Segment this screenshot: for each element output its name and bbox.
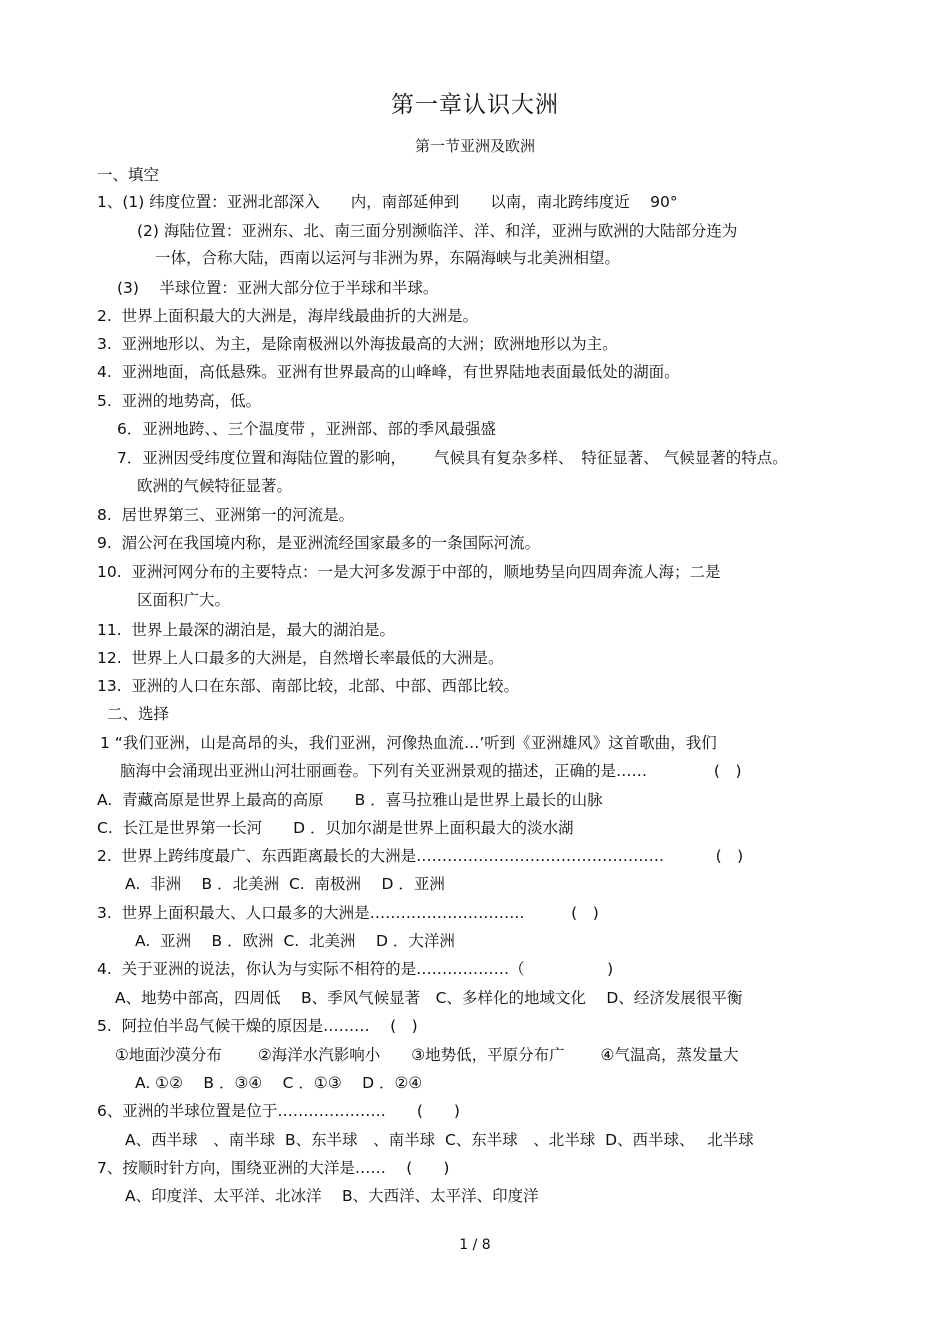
option-line: A. 非洲 B ．北美洲 C. 南极洲 D ．亚洲	[125, 875, 445, 893]
question-line: (2) 海陆位置：亚洲东、北、南三面分别濒临洋、洋、和洋，亚洲与欧洲的大陆部分连为	[137, 222, 738, 240]
option-line: A. ①② B ．③④ C ．①③ D ．②④	[135, 1074, 423, 1092]
page-number: 1 / 8	[459, 1237, 491, 1253]
question-line: 欧洲的气候特征显著。	[137, 477, 293, 495]
option-line: A. 亚洲 B ．欧洲 C. 北美洲 D ．大洋洲	[135, 932, 455, 950]
question-line: 8. 居世界第三、亚洲第一的河流是。	[97, 506, 355, 524]
chapter-title: 第一章认识大洲	[391, 92, 559, 118]
question-line: 10. 亚洲河网分布的主要特点：一是大河多发源于中部的，顺地势呈向四周奔流人海；二是	[97, 563, 721, 581]
question-line: 5. 亚洲的地势高，低。	[97, 392, 262, 410]
question-line: 5. 阿拉伯半岛气候干燥的原因是……… ( )	[97, 1017, 418, 1035]
option-line: ①地面沙漠分布 ②海洋水汽影响小 ③地势低，平原分布广 ④气温高，蒸发量大	[115, 1046, 739, 1064]
question-line: 13. 亚洲的人口在东部、南部比较，北部、中部、西部比较。	[97, 677, 520, 695]
option-line: C. 长江是世界第一长河 D ．贝加尔湖是世界上面积最大的淡水湖	[97, 819, 574, 837]
question-line: 6、亚洲的半球位置是位于………………… ( )	[97, 1102, 460, 1120]
question-line: 11. 世界上最深的湖泊是，最大的湖泊是。	[97, 621, 396, 639]
option-line: A、西半球 、南半球 B、东半球 、南半球 C、东半球 、北半球 D、西半球、 北半球	[125, 1131, 754, 1149]
question-line: 区面积广大。	[137, 591, 231, 609]
question-line: 3. 世界上面积最大、人口最多的大洲是………………………… ( )	[97, 904, 599, 922]
option-line: A、印度洋、太平洋、北冰洋 B、大西洋、太平洋、印度洋	[125, 1187, 539, 1205]
question-line: 1、(1) 纬度位置：亚洲北部深入 内，南部延伸到 以南，南北跨纬度近 90°	[97, 193, 678, 211]
option-line: A. 青藏高原是世界上最高的高原 B ．喜马拉雅山是世界上最长的山脉	[97, 791, 603, 809]
question-line: (3) 半球位置：亚洲大部分位于半球和半球。	[117, 279, 439, 297]
question-line: 脑海中会涌现出亚洲山河壮丽画卷。下列有关亚洲景观的描述，正确的是…… ( )	[120, 762, 742, 780]
option-line: A、地势中部高，四周低 B、季风气候显著 C、多样化的地域文化 D、经济发展很平衡	[115, 989, 743, 1007]
section-title: 第一节亚洲及欧洲	[414, 137, 535, 155]
question-line: 12. 世界上人口最多的大洲是，自然增长率最低的大洲是。	[97, 649, 504, 667]
question-line: 2. 世界上面积最大的大洲是，海岸线最曲折的大洲是。	[97, 307, 479, 325]
question-line: 9. 湄公河在我国境内称，是亚洲流经国家最多的一条国际河流。	[97, 534, 541, 552]
section-heading-fill-blank: 一、填空	[97, 166, 160, 184]
question-line: 一体，合称大陆，西南以运河与非洲为界，东隔海峡与北美洲相望。	[155, 249, 621, 267]
question-line: 4. 关于亚洲的说法，你认为与实际不相符的是………………（ )	[97, 960, 614, 978]
question-line: 3. 亚洲地形以、为主，是除南极洲以外海拔最高的大洲；欧洲地形以为主。	[97, 335, 618, 353]
question-line: 6．亚洲地跨、、三个温度带 ，亚洲部、部的季风最强盛	[117, 420, 497, 438]
question-line: 2. 世界上跨纬度最广、东西距离最长的大洲是………………………………………… ( )	[97, 847, 744, 865]
question-line: 7、按顺时针方向，围绕亚洲的大洋是…… ( )	[97, 1159, 450, 1177]
question-line: 7．亚洲因受纬度位置和海陆位置的影响， 气候具有复杂多样、 特征显著、 气候显著的特点。	[117, 449, 788, 467]
question-line: 4. 亚洲地面，高低悬殊。亚洲有世界最高的山峰峰，有世界陆地表面最低处的湖面。	[97, 363, 680, 381]
question-line: 1 “我们亚洲，山是高昂的头，我们亚洲，河像热血流…’听到《亚洲雄风》这首歌曲，我们	[100, 734, 717, 752]
section-heading-choice: 二、选择	[107, 705, 170, 723]
